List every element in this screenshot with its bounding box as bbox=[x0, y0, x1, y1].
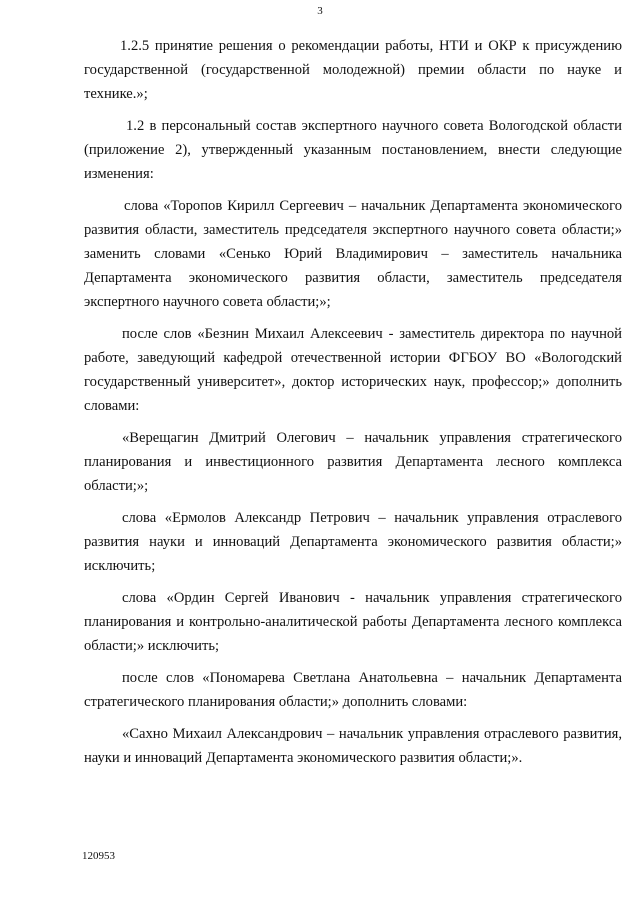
paragraph-replace-toropov: слова «Торопов Кирилл Сергеевич – начальник Департамента экономического развития области, заместитель председателя экспертного научного совета области;» заменить словами «Сенько Юрий Владимирович – заместитель начальника Департамента экономического развития области, заместитель председателя экспертного научного совета области;»; bbox=[84, 198, 622, 310]
paragraph-1-2-5: 1.2.5 принятие решения о рекомендации работы, НТИ и ОКР к присуждению государственной (государственной молодежной) премии области по науке и технике.»; bbox=[84, 38, 622, 102]
paragraph-after-beznin: после слов «Безнин Михаил Алексеевич - заместитель директора по научной работе, заведующий кафедрой отечественной истории ФГБОУ ВО «Вологодский государственный университет», доктор исторических наук, профессор;» дополнить словами: bbox=[84, 326, 622, 414]
paragraph-exclude-ermolov: слова «Ермолов Александр Петрович – начальник управления отраслевого развития науки и инноваций Департамента экономического развития области;» исключить; bbox=[84, 510, 622, 574]
paragraph-add-vereshchagin: «Верещагин Дмитрий Олегович – начальник управления стратегического планирования и инвестиционного развития Департамента лесного комплекса области;»; bbox=[84, 430, 622, 494]
paragraph-after-ponomareva: после слов «Пономарева Светлана Анатольевна – начальник Департамента стратегического планирования области;» дополнить словами: bbox=[84, 670, 622, 710]
document-body bbox=[84, 34, 622, 778]
paragraph-add-sakhno: «Сахно Михаил Александрович – начальник управления отраслевого развития, науки и инноваций Департамента экономического развития области;». bbox=[84, 726, 622, 766]
page-number: 3 bbox=[317, 5, 323, 17]
document-code: 120953 bbox=[82, 850, 115, 862]
paragraph-1-2: 1.2 в персональный состав экспертного научного совета Вологодской области (приложение 2), утвержденный указанным постановлением, внести следующие изменения: bbox=[84, 118, 622, 182]
paragraph-exclude-ordin: слова «Ордин Сергей Иванович - начальник управления стратегического планирования и контрольно-аналитической работы Департамента лесного комплекса области;» исключить; bbox=[84, 590, 622, 654]
